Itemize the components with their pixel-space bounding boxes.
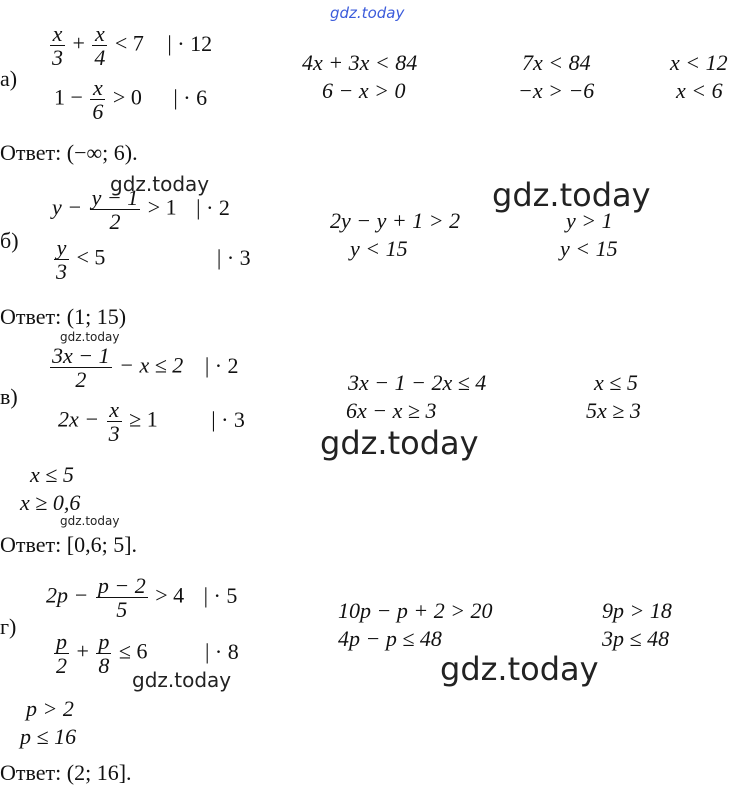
part-a-step2-line2: −x > −6 bbox=[518, 78, 595, 103]
part-g-step1-line2: 4p − p ≤ 48 bbox=[338, 626, 442, 651]
part-b-step2-line1: y > 1 bbox=[566, 208, 613, 233]
part-a-line2: 1 − $\frac{x}{6}$ > 0 | · 6 bbox=[54, 75, 208, 125]
part-b-step1-line1: 2y − y + 1 > 2 bbox=[330, 208, 461, 233]
part-a-step1-line2: 6 − x > 0 bbox=[322, 78, 406, 103]
part-v-step2-line1: x ≤ 5 bbox=[594, 370, 638, 395]
part-v-line2: 2x − $\frac{x}{3}$ ≥ 1 | · 3 bbox=[58, 397, 245, 447]
part-g-answer: Ответ: (2; 16]. bbox=[0, 760, 132, 785]
part-a-label: а) bbox=[0, 66, 18, 91]
watermark-big-2: gdz.today bbox=[320, 424, 479, 462]
part-g-step2-line2: 3p ≤ 48 bbox=[602, 626, 670, 651]
part-b-answer: Ответ: (1; 15) bbox=[0, 304, 127, 329]
part-v-answer: Ответ: [0,6; 5]. bbox=[0, 532, 138, 557]
watermark-tiny-2: gdz.today bbox=[60, 514, 120, 528]
part-b-step2-line2: y < 15 bbox=[560, 236, 618, 261]
part-v-result-line2: x ≥ 0,6 bbox=[20, 490, 81, 515]
part-b-line1: y − $\frac{y - 1}{2}$ > 1 | · 2 bbox=[52, 185, 230, 235]
part-g-result-line2: p ≤ 16 bbox=[20, 724, 77, 749]
watermark-big-3: gdz.today bbox=[440, 650, 599, 688]
part-v-step1-line1: 3x − 1 − 2x ≤ 4 bbox=[348, 370, 487, 395]
part-g-step1-line1: 10p − p + 2 > 20 bbox=[338, 598, 493, 623]
part-g-step2-line1: 9p > 18 bbox=[602, 598, 672, 623]
part-v-label: в) bbox=[0, 384, 18, 409]
part-v-step1-line2: 6x − x ≥ 3 bbox=[346, 398, 437, 423]
watermark-big-1: gdz.today bbox=[492, 176, 651, 214]
part-b-step1-line2: y < 15 bbox=[350, 236, 408, 261]
watermark-small-2: gdz.today bbox=[132, 668, 232, 692]
part-a-step2-line1: 7x < 84 bbox=[522, 50, 591, 75]
part-v-step2-line2: 5x ≥ 3 bbox=[586, 398, 641, 423]
part-g-result-line1: p > 2 bbox=[26, 696, 74, 721]
part-a-step1-line1: 4x + 3x < 84 bbox=[302, 50, 418, 75]
part-a-answer: Ответ: (−∞; 6). bbox=[0, 140, 138, 165]
part-g-label: г) bbox=[0, 614, 17, 639]
watermark-small-1: gdz.today bbox=[110, 172, 210, 196]
part-b-line2: $\frac{y}{3}$ < 5 | · 3 bbox=[56, 235, 251, 285]
part-b-label: б) bbox=[0, 228, 19, 253]
watermark-tiny-1: gdz.today bbox=[60, 330, 120, 344]
part-a-step3-line1: x < 12 bbox=[670, 50, 728, 75]
part-a-line1: $\frac{x}{3}$ + $\frac{x}{4}$ < 7 | · 12 bbox=[52, 21, 213, 71]
part-g-line1: 2p − $\frac{p - 2}{5}$ > 4 | · 5 bbox=[46, 573, 238, 623]
part-v-result-line1: x ≤ 5 bbox=[30, 462, 74, 487]
part-v-line1: $\frac{3x - 1}{2}$ − x ≤ 2 | · 2 bbox=[52, 343, 239, 393]
watermark-top: gdz.today bbox=[330, 4, 405, 22]
part-g-line2: $\frac{p}{2}$ + $\frac{p}{8}$ ≤ 6 | · 8 bbox=[56, 629, 239, 679]
part-a-step3-line2: x < 6 bbox=[676, 78, 723, 103]
